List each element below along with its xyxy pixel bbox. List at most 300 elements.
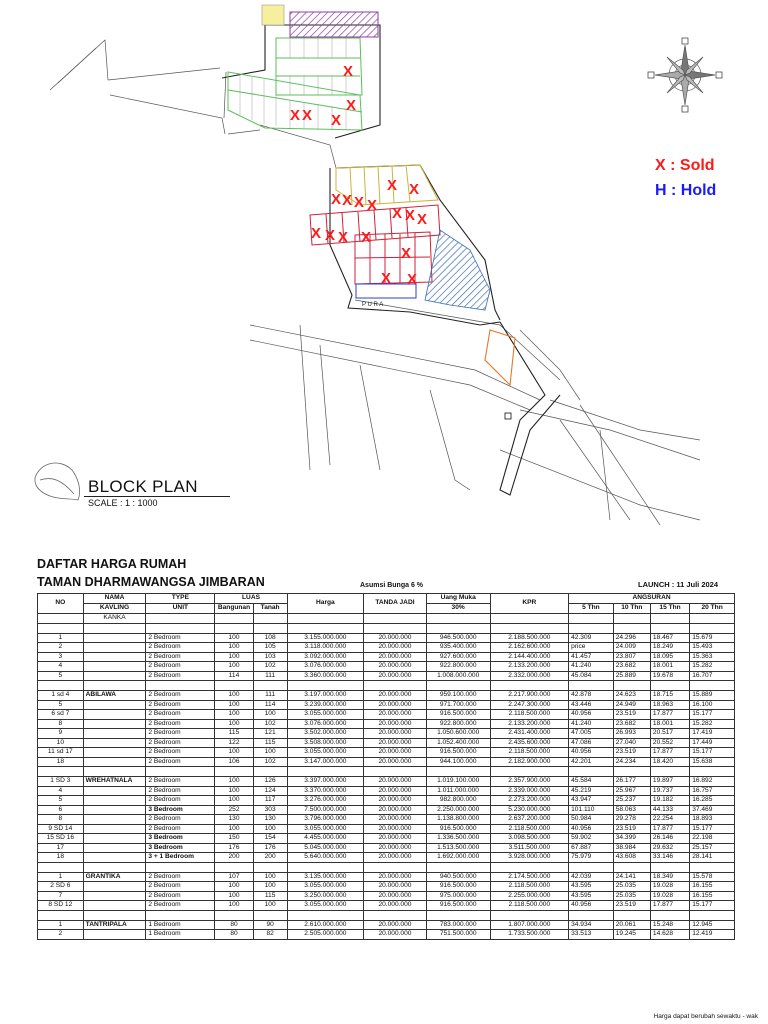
cell-nama [83, 662, 146, 672]
cell-y15: 19.028 [650, 882, 689, 892]
cell-bangunan: 100 [215, 710, 253, 720]
cell-y15: 20.517 [650, 729, 689, 739]
cell-tanah: 102 [253, 757, 287, 767]
cell-type: 2 Bedroom [146, 662, 215, 672]
cell-nama: WREHATNALA [83, 777, 146, 787]
cell-uang-muka: 946.500.000 [426, 633, 490, 643]
cell-uang-muka: 916.500.000 [426, 824, 490, 834]
cell-y5: 45.084 [569, 671, 614, 681]
table-row [38, 901, 735, 911]
sold-marker: X [408, 181, 420, 198]
cell-tanah: 130 [253, 815, 287, 825]
cell-type: 2 Bedroom [146, 652, 215, 662]
cell-nama [83, 757, 146, 767]
cell-tanda-jadi: 20.000.000 [364, 777, 427, 787]
cell-y20: 15.177 [690, 748, 735, 758]
table-row [38, 748, 735, 758]
cell-y15: 17.877 [650, 824, 689, 834]
cell-tanda-jadi: 20.000.000 [364, 757, 427, 767]
header-angsuran: ANGSURAN [569, 594, 735, 604]
header-no: NO [38, 594, 84, 614]
table-row [38, 872, 735, 882]
cell-y20: 12.419 [690, 930, 735, 940]
cell-tanah: 121 [253, 729, 287, 739]
cell-y15: 20.552 [650, 738, 689, 748]
cell-no: 7 [38, 891, 84, 901]
cell-uang-muka: 1.138.800.000 [426, 815, 490, 825]
table-row [38, 652, 735, 662]
table-row [38, 662, 735, 672]
block-plan-divider [84, 496, 230, 497]
cell-y10: 20.061 [613, 920, 650, 930]
cell-harga: 2.505.000.000 [287, 930, 363, 940]
cell-y15: 17.877 [650, 901, 689, 911]
header-harga: Harga [287, 594, 363, 614]
cell-harga: 3.076.000.000 [287, 719, 363, 729]
cell-type: 2 Bedroom [146, 757, 215, 767]
cell-y15: 19.028 [650, 891, 689, 901]
cell-nama [83, 643, 146, 653]
cell-type: 3 Bedroom [146, 805, 215, 815]
cell-type: 2 Bedroom [146, 815, 215, 825]
cell-y10: 24.623 [613, 691, 650, 701]
cell-kpr: 2.637.200.000 [490, 815, 569, 825]
cell-type: 2 Bedroom [146, 700, 215, 710]
cell-y20: 16.155 [690, 882, 735, 892]
cell-harga: 2.610.000.000 [287, 920, 363, 930]
cell-y20: 15.889 [690, 691, 735, 701]
cell-y15: 19.737 [650, 786, 689, 796]
launch-date: LAUNCH : 11 Juli 2024 [638, 580, 719, 589]
cell-uang-muka: 982.800.000 [426, 796, 490, 806]
cell-harga: 3.055.000.000 [287, 710, 363, 720]
spacer-row [38, 910, 735, 920]
cell-y5: 45.584 [569, 777, 614, 787]
cell-bangunan: 100 [215, 824, 253, 834]
cell-y15: 18.715 [650, 691, 689, 701]
cell-y20: 16.757 [690, 786, 735, 796]
cell-y10: 25.967 [613, 786, 650, 796]
cell-tanah: 303 [253, 805, 287, 815]
cell-y15: 18.420 [650, 757, 689, 767]
cell-uang-muka: 935.400.000 [426, 643, 490, 653]
cell-harga: 3.502.000.000 [287, 729, 363, 739]
table-row [38, 671, 735, 681]
cell-kpr: 2.162.600.000 [490, 643, 569, 653]
cell-uang-muka: 1.052.400.000 [426, 738, 490, 748]
cell-no: 1 [38, 920, 84, 930]
block-plan-title: BLOCK PLAN [88, 477, 198, 496]
cell-y20: 16.100 [690, 700, 735, 710]
cell-nama [83, 901, 146, 911]
cell-uang-muka: 916.500.000 [426, 901, 490, 911]
cell-no: 5 [38, 796, 84, 806]
cell-y15: 17.877 [650, 710, 689, 720]
cell-type: 2 Bedroom [146, 748, 215, 758]
cell-nama [83, 843, 146, 853]
cell-uang-muka: 922.800.000 [426, 662, 490, 672]
cell-y5: 40.956 [569, 824, 614, 834]
cell-uang-muka: 1.336.500.000 [426, 834, 490, 844]
header-type: TYPE [146, 594, 215, 604]
table-row [38, 853, 735, 863]
cell-y10: 24.949 [613, 700, 650, 710]
cell-uang-muka: 959.100.000 [426, 691, 490, 701]
cell-tanda-jadi: 20.000.000 [364, 643, 427, 653]
cell-kpr: 2.118.500.000 [490, 748, 569, 758]
cell-y5: 40.956 [569, 748, 614, 758]
cell-kpr: 2.255.000.000 [490, 891, 569, 901]
spacer-row [38, 862, 735, 872]
cell-type: 2 Bedroom [146, 824, 215, 834]
cell-nama [83, 824, 146, 834]
header-uang-muka: Uang Muka [426, 594, 490, 604]
cell-y5: 59.902 [569, 834, 614, 844]
interest-assumption: Asumsi Bunga 6 % [360, 582, 424, 589]
cell-bangunan: 100 [215, 901, 253, 911]
cell-type: 2 Bedroom [146, 872, 215, 882]
cell-bangunan: 100 [215, 777, 253, 787]
cell-y10: 23.519 [613, 824, 650, 834]
cell-y15: 18.467 [650, 633, 689, 643]
cell-y20: 17.419 [690, 729, 735, 739]
cell-y10: 25.237 [613, 796, 650, 806]
cell-kpr: 5.230.000.000 [490, 805, 569, 815]
cell-y15: 15.248 [650, 920, 689, 930]
cell-harga: 3.055.000.000 [287, 748, 363, 758]
cell-harga: 3.155.000.000 [287, 633, 363, 643]
cell-nama: ABILAWA [83, 691, 146, 701]
header-luas: LUAS [215, 594, 287, 604]
cell-no: 18 [38, 853, 84, 863]
cell-kpr: 1.807.000.000 [490, 920, 569, 930]
cell-kpr: 2.144.400.000 [490, 652, 569, 662]
cell-y20: 12.945 [690, 920, 735, 930]
cell-tanah: 114 [253, 700, 287, 710]
cell-harga: 3.197.000.000 [287, 691, 363, 701]
cell-y10: 26.177 [613, 777, 650, 787]
cell-bangunan: 100 [215, 882, 253, 892]
cell-y10: 23.682 [613, 662, 650, 672]
cell-no: 6 [38, 805, 84, 815]
cell-bangunan: 80 [215, 920, 253, 930]
cell-tanda-jadi: 20.000.000 [364, 815, 427, 825]
table-row [38, 710, 735, 720]
sold-marker: X [330, 112, 342, 129]
table-row [38, 834, 735, 844]
cell-harga: 3.239.000.000 [287, 700, 363, 710]
header-tanda-jadi: TANDA JADI [364, 594, 427, 614]
cell-nama [83, 738, 146, 748]
cell-tanah: 108 [253, 633, 287, 643]
price-table-body [38, 614, 735, 940]
table-row [38, 815, 735, 825]
table-row [38, 777, 735, 787]
pura-label: P U R A [362, 302, 384, 308]
cell-nama [83, 719, 146, 729]
cell-y10: 24.296 [613, 633, 650, 643]
document-title: DAFTAR HARGA RUMAH [37, 557, 187, 571]
cell-type: 2 Bedroom [146, 710, 215, 720]
cell-type: 2 Bedroom [146, 891, 215, 901]
cell-tanah: 176 [253, 843, 287, 853]
header-uang-muka-pct: 30% [426, 604, 490, 614]
cell-y10: 34.399 [613, 834, 650, 844]
cell-nama [83, 796, 146, 806]
cell-y5: 42.878 [569, 691, 614, 701]
document-subtitle: TAMAN DHARMAWANGSA JIMBARAN [37, 575, 265, 589]
cell-bangunan: 100 [215, 796, 253, 806]
header-kavling: KAVLING [83, 604, 146, 614]
cell-kpr: 2.118.500.000 [490, 901, 569, 911]
cell-tanda-jadi: 20.000.000 [364, 853, 427, 863]
cell-bangunan: 100 [215, 652, 253, 662]
cell-y20: 22.198 [690, 834, 735, 844]
cell-nama [83, 805, 146, 815]
cell-y10: 26.993 [613, 729, 650, 739]
table-row [38, 643, 735, 653]
cell-bangunan: 100 [215, 748, 253, 758]
cell-harga: 3.076.000.000 [287, 662, 363, 672]
cell-harga: 3.508.000.000 [287, 738, 363, 748]
cell-y10: 29.278 [613, 815, 650, 825]
cell-y20: 15.638 [690, 757, 735, 767]
table-row [38, 930, 735, 940]
cell-y5: 47.005 [569, 729, 614, 739]
cell-uang-muka: 1.513.500.000 [426, 843, 490, 853]
cell-y20: 15.177 [690, 824, 735, 834]
header-nama: NAMA [83, 594, 146, 604]
header-tanah: Tanah [253, 604, 287, 614]
cell-kpr: 2.133.200.000 [490, 719, 569, 729]
cell-harga: 5.045.000.000 [287, 843, 363, 853]
cell-type: 2 Bedroom [146, 671, 215, 681]
cell-y20: 17.449 [690, 738, 735, 748]
cell-y15: 18.095 [650, 652, 689, 662]
cell-uang-muka: 751.500.000 [426, 930, 490, 940]
cell-y5: 43.947 [569, 796, 614, 806]
sold-marker: X [404, 207, 416, 224]
cell-kpr: 2.435.600.000 [490, 738, 569, 748]
cell-y5: 43.595 [569, 882, 614, 892]
cell-harga: 7.500.000.000 [287, 805, 363, 815]
cell-bangunan: 100 [215, 700, 253, 710]
cell-y5: 42.039 [569, 872, 614, 882]
sold-marker: X [337, 229, 349, 246]
cell-kpr: 1.733.500.000 [490, 930, 569, 940]
cell-tanah: 100 [253, 824, 287, 834]
cell-bangunan: 107 [215, 872, 253, 882]
cell-y20: 25.157 [690, 843, 735, 853]
cell-no: 10 [38, 738, 84, 748]
cell-type: 2 Bedroom [146, 796, 215, 806]
cell-type: 2 Bedroom [146, 777, 215, 787]
cell-bangunan: 100 [215, 691, 253, 701]
yellow-block [262, 5, 284, 25]
cell-harga: 3.092.000.000 [287, 652, 363, 662]
cell-harga: 3.360.000.000 [287, 671, 363, 681]
cell-no: 2 [38, 930, 84, 940]
cell-type: 2 Bedroom [146, 691, 215, 701]
cell-uang-muka: 1.011.000.000 [426, 786, 490, 796]
table-row [38, 920, 735, 930]
cell-no: 2 SD 6 [38, 882, 84, 892]
cell-tanda-jadi: 20.000.000 [364, 633, 427, 643]
cell-y15: 22.254 [650, 815, 689, 825]
cell-y15: 33.146 [650, 853, 689, 863]
cell-uang-muka: 916.500.000 [426, 748, 490, 758]
cell-kpr: 2.118.500.000 [490, 824, 569, 834]
cell-uang-muka: 1.008.000.000 [426, 671, 490, 681]
sold-markers [290, 63, 427, 288]
cell-tanda-jadi: 20.000.000 [364, 824, 427, 834]
cell-y5: 33.513 [569, 930, 614, 940]
cell-no: 1 [38, 872, 84, 882]
cell-harga: 5.640.000.000 [287, 853, 363, 863]
cell-y15: 14.628 [650, 930, 689, 940]
cell-harga: 3.135.000.000 [287, 872, 363, 882]
cell-no: 1 [38, 633, 84, 643]
cell-harga: 3.118.000.000 [287, 643, 363, 653]
cell-y5: 67.887 [569, 843, 614, 853]
cell-tanda-jadi: 20.000.000 [364, 700, 427, 710]
cell-bangunan: 200 [215, 853, 253, 863]
cell-no: 9 SD 14 [38, 824, 84, 834]
cell-nama [83, 891, 146, 901]
cell-y10: 43.608 [613, 853, 650, 863]
cell-tanah: 124 [253, 786, 287, 796]
cell-y20: 37.469 [690, 805, 735, 815]
cell-no: 5 [38, 671, 84, 681]
cell-tanda-jadi: 20.000.000 [364, 882, 427, 892]
cell-tanah: 82 [253, 930, 287, 940]
cell-y15: 19.678 [650, 671, 689, 681]
cell-y15: 17.877 [650, 748, 689, 758]
cell-tanah: 100 [253, 872, 287, 882]
cell-bangunan: 80 [215, 930, 253, 940]
spacer-row [38, 681, 735, 691]
cell-nama [83, 748, 146, 758]
sold-marker: X [386, 177, 398, 194]
cell-nama: TANTRIPALA [83, 920, 146, 930]
sold-marker: X [391, 205, 403, 222]
cell-y5: 34.934 [569, 920, 614, 930]
cell-y20: 16.285 [690, 796, 735, 806]
cell-bangunan: 115 [215, 729, 253, 739]
cell-type: 2 Bedroom [146, 901, 215, 911]
cell-tanah: 103 [253, 652, 287, 662]
cell-y15: 18.001 [650, 662, 689, 672]
cell-no: 9 [38, 729, 84, 739]
cell-y15: 18.963 [650, 700, 689, 710]
cell-harga: 3.250.000.000 [287, 891, 363, 901]
cell-y10: 58.063 [613, 805, 650, 815]
cell-nama [83, 930, 146, 940]
cell-tanda-jadi: 20.000.000 [364, 843, 427, 853]
cell-tanah: 102 [253, 719, 287, 729]
cell-uang-muka: 940.500.000 [426, 872, 490, 882]
cell-no: 1 SD 3 [38, 777, 84, 787]
cell-tanah: 154 [253, 834, 287, 844]
footnote: Harga dapat berubah sewaktu - wak [653, 1013, 758, 1020]
header-unit: UNIT [146, 604, 215, 614]
cell-tanah: 117 [253, 796, 287, 806]
header-15-thn: 15 Thn [650, 604, 689, 614]
cell-y20: 15.282 [690, 719, 735, 729]
purple-block [290, 12, 378, 37]
table-row [38, 882, 735, 892]
cell-type: 3 + 1 Bedroom [146, 853, 215, 863]
cell-bangunan: 100 [215, 786, 253, 796]
cell-y5: 75.979 [569, 853, 614, 863]
sold-marker: X [366, 197, 378, 214]
cell-y20: 16.892 [690, 777, 735, 787]
cell-type: 2 Bedroom [146, 738, 215, 748]
sold-marker: X [310, 225, 322, 242]
cell-nama: GRANTIKA [83, 872, 146, 882]
table-row [38, 796, 735, 806]
cell-uang-muka: 922.800.000 [426, 719, 490, 729]
cell-nama [83, 671, 146, 681]
cell-type: 2 Bedroom [146, 643, 215, 653]
header-10-thn: 10 Thn [613, 604, 650, 614]
cell-y10: 24.141 [613, 872, 650, 882]
cell-harga: 3.796.000.000 [287, 815, 363, 825]
cell-y10: 23.682 [613, 719, 650, 729]
spacer-row [38, 767, 735, 777]
sold-marker: X [360, 229, 372, 246]
cell-harga: 3.055.000.000 [287, 882, 363, 892]
cell-no: 5 [38, 700, 84, 710]
cell-bangunan: 100 [215, 633, 253, 643]
cell-kpr: 2.182.900.000 [490, 757, 569, 767]
cell-tanda-jadi: 20.000.000 [364, 652, 427, 662]
cell-tanda-jadi: 20.000.000 [364, 748, 427, 758]
cell-y20: 18.893 [690, 815, 735, 825]
context-roads [50, 40, 700, 525]
cell-tanda-jadi: 20.000.000 [364, 920, 427, 930]
cell-no: 1 sd 4 [38, 691, 84, 701]
cell-y15: 29.632 [650, 843, 689, 853]
cell-y5: 41.240 [569, 662, 614, 672]
cell-y5: 40.956 [569, 710, 614, 720]
cell-y20: 16.155 [690, 891, 735, 901]
cell-y15: 18.001 [650, 719, 689, 729]
cell-uang-muka: 916.500.000 [426, 710, 490, 720]
cell-y10: 25.035 [613, 882, 650, 892]
header-kpr: KPR [490, 594, 569, 614]
cell-no: 8 [38, 719, 84, 729]
cell-uang-muka: 916.500.000 [426, 882, 490, 892]
cell-tanah: 100 [253, 748, 287, 758]
cell-harga: 3.055.000.000 [287, 901, 363, 911]
cell-no: 6 sd 7 [38, 710, 84, 720]
cell-y5: 45.219 [569, 786, 614, 796]
sold-marker: X [324, 227, 336, 244]
group-name-row [38, 614, 735, 624]
cell-y20: 15.493 [690, 643, 735, 653]
table-row [38, 691, 735, 701]
cell-bangunan: 106 [215, 757, 253, 767]
cell-y10: 23.519 [613, 748, 650, 758]
cell-nama [83, 815, 146, 825]
compass-rose-icon [648, 38, 722, 112]
cell-y15: 26.146 [650, 834, 689, 844]
sold-marker: X [301, 107, 313, 124]
cell-nama [83, 700, 146, 710]
small-box [505, 413, 511, 419]
cell-y15: 44.133 [650, 805, 689, 815]
